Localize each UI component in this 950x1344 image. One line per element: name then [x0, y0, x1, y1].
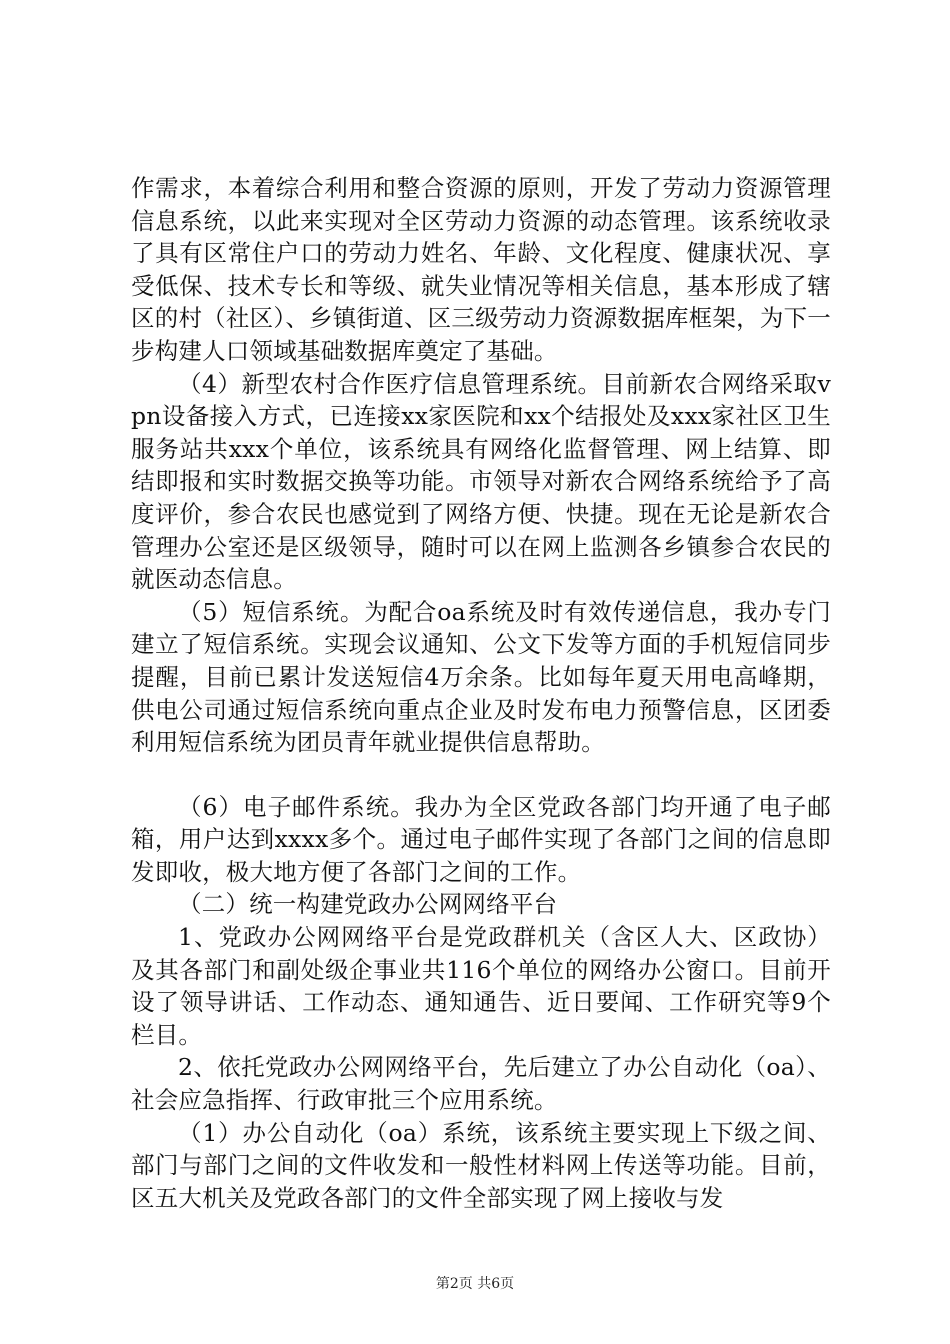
paragraph-sms-system: （5）短信系统。为配合oa系统及时有效传递信息，我办专门建立了短信系统。实现会议通知、公文下发等方面的手机短信同步提醒，目前已累计发送短信4万余条。比如每年夏天用电高峰期，供电公司通过短信系统向重点企业及时发布电力预警信息，区团委利用短信系统为团员青年就业提供信息帮助。 [131, 597, 831, 757]
paragraph-ncms-system: （4）新型农村合作医疗信息管理系统。目前新农合网络采取vpn设备接入方式，已连接xx家医院和xx个结报处及xxx家社区卫生服务站共xxx个单位，该系统具有网络化监督管理、网上结算、即结即报和实时数据交换等功能。市领导对新农合网络系统给予了高度评价，参合农民也感觉到了网络方便、快捷。现在无论是新农合管理办公室还是区级领导，随时可以在网上监测各乡镇参合农民的就医动态信息。 [131, 369, 831, 594]
section-heading-office-network: （二）统一构建党政办公网网络平台 [178, 890, 558, 919]
page-footer: 第2页 共6页 [435, 1276, 515, 1292]
paragraph-office-network-platform: 1、党政办公网网络平台是党政群机关（含区人大、区政协）及其各部门和副处级企事业共116个单位的网络办公窗口。目前开设了领导讲话、工作动态、通知通告、近日要闻、工作研究等9个栏目。 [131, 923, 831, 1049]
paragraph-application-systems: 2、依托党政办公网网络平台，先后建立了办公自动化（oa）、社会应急指挥、行政审批三个应用系统。 [131, 1053, 831, 1115]
paragraph-oa-system: （1）办公自动化（oa）系统，该系统主要实现上下级之间、部门与部门之间的文件收发和一般性材料网上传送等功能。目前，区五大机关及党政各部门的文件全部实现了网上接收与发 [131, 1118, 831, 1212]
paragraph-labor-resource-system: 作需求，本着综合利用和整合资源的原则，开发了劳动力资源管理信息系统，以此来实现对全区劳动力资源的动态管理。该系统收录了具有区常住户口的劳动力姓名、年龄、文化程度、健康状况、享受低保、技术专长和等级、就失业情况等相关信息，基本形成了辖区的村（社区）、乡镇街道、区三级劳动力资源数据库框架，为下一步构建人口领域基础数据库奠定了基础。 [131, 174, 831, 365]
paragraph-email-system: （6）电子邮件系统。我办为全区党政各部门均开通了电子邮箱，用户达到xxxx多个。通过电子邮件实现了各部门之间的信息即发即收，极大地方便了各部门之间的工作。 [131, 792, 831, 886]
document-body [131, 172, 831, 1214]
